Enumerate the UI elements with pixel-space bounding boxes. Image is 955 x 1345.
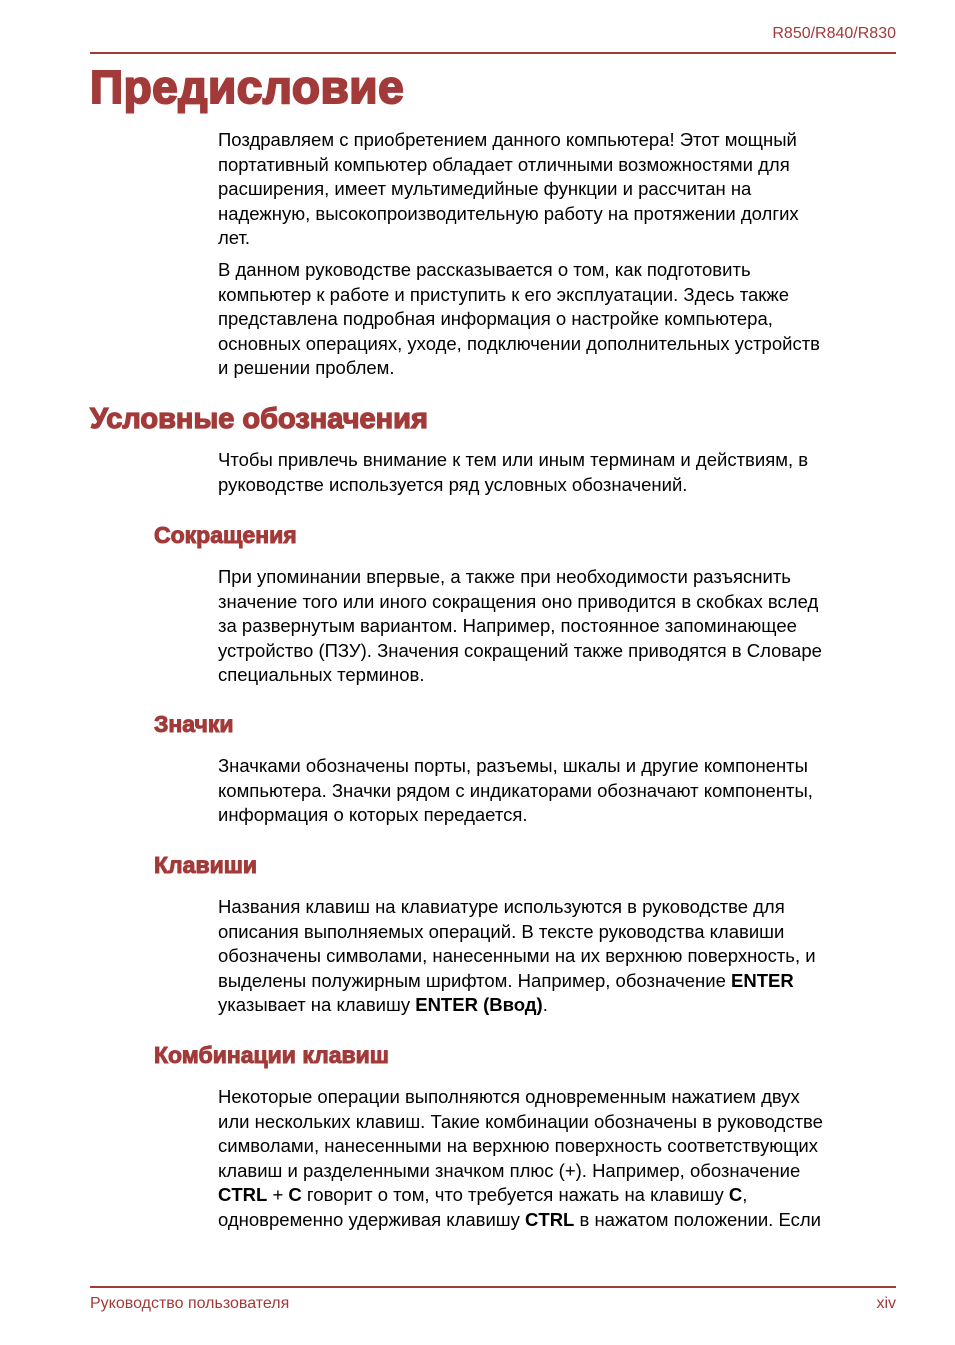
page-title: Предисловие (90, 61, 405, 113)
text-line: При упоминании впервые, а также при необходимости разъяснить (218, 566, 791, 587)
key-name-bold: ENTER (731, 969, 794, 991)
text-segment: . (542, 994, 548, 1015)
abbreviations-paragraph (218, 565, 898, 688)
footer-rule (90, 1286, 896, 1288)
key-name-bold: CTRL (525, 1208, 575, 1230)
text-line: обозначены символами, нанесенными на их верхнюю поверхность, и (218, 945, 816, 966)
icons-paragraph (218, 754, 898, 828)
text-segment: говорит о том, что требуется нажать на клавишу (301, 1184, 729, 1205)
text-line: специальных терминов. (218, 664, 425, 685)
text-line (218, 1183, 898, 1208)
text-line: представлена подробная информация о настройке компьютера, (218, 308, 773, 329)
subheading-keys: Клавиши (154, 852, 258, 878)
text-line: Некоторые операции выполняются одновременным нажатием двух (218, 1086, 800, 1107)
text-line: компьютера. Значки рядом с индикаторами обозначают компоненты, (218, 779, 813, 801)
text-line: значение того или иного сокращения оно приводится в скобках вслед (218, 590, 819, 612)
text-line: основных операциях, уходе, подключении дополнительных устройств (218, 332, 821, 354)
keys-paragraph (218, 895, 898, 1018)
text-line: Значками обозначены порты, разъемы, шкалы и другие компоненты (218, 755, 808, 776)
text-line: за развернутым вариантом. Например, постоянное запоминающее (218, 615, 797, 636)
text-line: Чтобы привлечь внимание к тем или иным терминам и действиям, в (218, 449, 809, 470)
subheading-abbreviations: Сокращения (154, 522, 297, 548)
text-line: расширения, имеет мультимедийные функции и рассчитан на (218, 178, 752, 199)
text-line: символами, нанесенными на верхнюю поверхность соответствующих (218, 1135, 818, 1156)
text-line: компьютер к работе и приступить к его эксплуатации. Здесь также (218, 283, 790, 305)
text-line: информация о которых передается. (218, 804, 528, 825)
combos-paragraph (218, 1085, 898, 1232)
text-segment: одновременно удерживая клавишу (218, 1208, 526, 1230)
text-line: описания выполняемых операций. В тексте руководства клавиши (218, 920, 785, 942)
subheading-icons: Значки (154, 711, 234, 737)
conventions-paragraph (218, 448, 898, 497)
footer-page-number: xiv (876, 1295, 896, 1312)
key-name-bold: ENTER (Ввод) (415, 994, 543, 1015)
intro-paragraph-1 (218, 128, 898, 251)
text-line: портативный компьютер обладает отличными возможностями для (218, 153, 790, 175)
key-name-bold: C (728, 1184, 743, 1205)
header-model: R850/R840/R830 (772, 25, 896, 42)
text-line: надежную, высокопроизводительную работу на протяжении долгих (218, 202, 799, 224)
section-heading-conventions: Условные обозначения (90, 403, 428, 435)
text-segment: в нажатом положении. Если (574, 1208, 821, 1230)
intro-paragraph-2 (218, 258, 898, 381)
text-line (218, 969, 898, 994)
text-line: лет. (218, 227, 251, 248)
text-segment: + (267, 1184, 289, 1205)
footer-title: Руководство пользователя (90, 1295, 290, 1312)
text-line: руководстве используется ряд условных обозначений. (218, 473, 688, 495)
subheading-key-combinations: Комбинации клавиш (154, 1042, 389, 1068)
text-line: или нескольких клавиш. Такие комбинации обозначены в руководстве (218, 1110, 823, 1132)
text-segment: выделены полужирным шрифтом. Например, обозначение (218, 969, 732, 991)
text-line: и решении проблем. (218, 357, 395, 378)
text-line (218, 1208, 898, 1233)
text-line (218, 993, 898, 1018)
text-segment: указывает на клавишу (218, 994, 416, 1015)
text-line: клавиш и разделенными значком плюс (+). Например, обозначение (218, 1159, 801, 1181)
header-rule (90, 52, 896, 54)
text-line: Названия клавиш на клавиатуре используются в руководстве для (218, 896, 785, 917)
text-line: В данном руководстве рассказывается о том, как подготовить (218, 259, 751, 280)
text-segment: , (742, 1184, 748, 1205)
text-line: устройство (ПЗУ). Значения сокращений также приводятся в Словаре (218, 639, 822, 661)
key-name-bold: C (288, 1184, 302, 1205)
text-line: Поздравляем с приобретением данного компьютера! Этот мощный (218, 129, 797, 150)
key-name-bold: CTRL (218, 1184, 268, 1205)
